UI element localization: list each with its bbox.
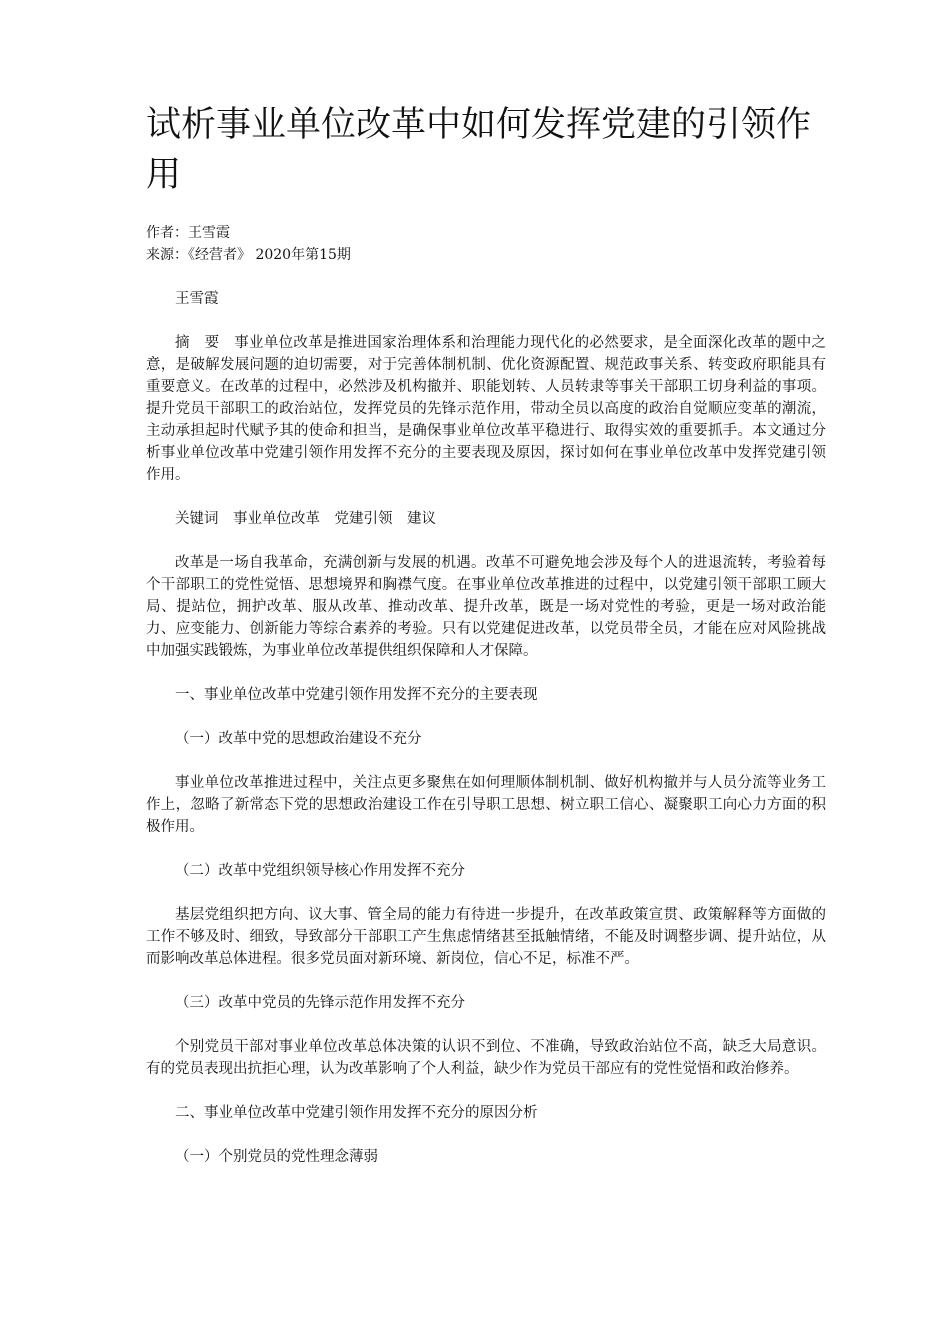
article-meta [146,222,826,266]
abstract-paragraph: 摘 要 事业单位改革是推进国家治理体系和治理能力现代化的必然要求，是全面深化改革的题中之意，是破解发展问题的迫切需要，对于完善体制机制、优化资源配置、规范政事关系、转变政府职能具有重要意义。在改革的过程中，必然涉及机构撤并、职能划转、人员转隶等事关干部职工切身利益的事项。提升党员干部职工的政治站位，发挥党员的先锋示范作用，带动全员以高度的政治自觉顺应变革的潮流，主动承担起时代赋予其的使命和担当，是确保事业单位改革平稳进行、取得实效的重要抓手。本文通过分析事业单位改革中党建引领作用发挥不充分的主要表现及原因，探讨如何在事业单位改革中发挥党建引领作用。 [146,335,826,483]
section-1-sub-3-text: 个别党员干部对事业单位改革总体决策的认识不到位、不准确，导致政治站位不高，缺乏大局意识。有的党员表现出抗拒心理，认为改革影响了个人利益，缺少作为党员干部应有的党性觉悟和政治修养。 [146,1039,826,1077]
article-title: 试析事业单位改革中如何发挥党建的引领作用 [146,105,812,195]
author-line: 作者：王雪霞 [146,225,230,241]
section-1-sub-3-heading: （三）改革中党员的先锋示范作用发挥不充分 [175,995,465,1011]
article-page [146,100,826,1168]
section-1-sub-2-heading: （二）改革中党组织领导核心作用发挥不充分 [175,863,465,879]
section-1-heading: 一、事业单位改革中党建引领作用发挥不充分的主要表现 [175,687,538,703]
section-1-sub-1-text: 事业单位改革推进过程中，关注点更多聚焦在如何理顺体制机制、做好机构撤并与人员分流等业务工作上，忽略了新常态下党的思想政治建设工作在引导职工思想、树立职工信心、凝聚职工向心力方面的积极作用。 [146,775,826,835]
section-1-sub-2-text: 基层党组织把方向、议大事、管全局的能力有待进一步提升，在改革政策宣贯、政策解释等方面做的工作不够及时、细致，导致部分干部职工产生焦虑情绪甚至抵触情绪，不能及时调整步调、提升站位，从而影响改革总体进程。很多党员面对新环境、新岗位，信心不足，标准不严。 [146,907,826,967]
section-1-sub-1-heading: （一）改革中党的思想政治建设不充分 [175,731,422,747]
source-line: 来源：《经营者》 2020年第15期 [146,247,351,263]
keywords-paragraph: 关键词 事业单位改革 党建引领 建议 [175,511,436,527]
byline: 王雪霞 [175,291,219,307]
intro-paragraph: 改革是一场自我革命，充满创新与发展的机遇。改革不可避免地会涉及每个人的进退流转，考验着每个干部职工的党性觉悟、思想境界和胸襟气度。在事业单位改革推进的过程中，以党建引领干部职工顾大局、提站位，拥护改革、服从改革、推动改革、提升改革，既是一场对党性的考验，更是一场对政治能力、应变能力、创新能力等综合素养的考验。只有以党建促进改革，以党员带全员，才能在应对风险挑战中加强实践锻炼，为事业单位改革提供组织保障和人才保障。 [146,555,826,659]
section-2-sub-1-heading: （一）个别党员的党性理念薄弱 [175,1149,378,1165]
section-2-heading: 二、事业单位改革中党建引领作用发挥不充分的原因分析 [175,1105,538,1121]
